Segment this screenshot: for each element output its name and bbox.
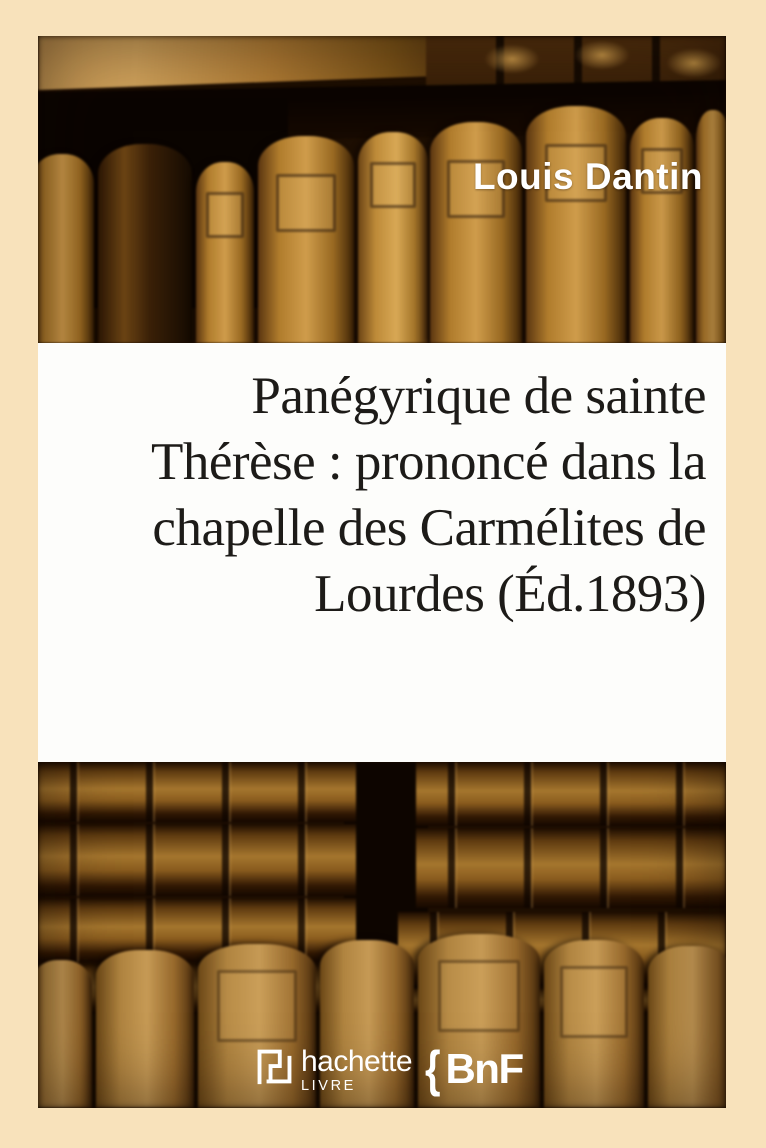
bnf-wordmark: BnF bbox=[445, 1045, 523, 1092]
title-line-4: Lourdes (Éd.1893) bbox=[314, 565, 706, 623]
hachette-wordmark: hachette bbox=[301, 1045, 413, 1078]
book-spine bbox=[630, 118, 694, 343]
title-panel bbox=[38, 343, 726, 762]
bnf-logo bbox=[423, 1041, 523, 1097]
stacked-book bbox=[38, 824, 356, 896]
title-line-1: Panégyrique de sainte bbox=[251, 367, 706, 425]
stacked-book bbox=[38, 762, 356, 822]
book-spine bbox=[544, 940, 644, 1108]
book-spine bbox=[258, 136, 354, 343]
stacked-book bbox=[416, 828, 726, 908]
shelf-edge bbox=[38, 36, 490, 90]
hachette-h-icon bbox=[256, 1048, 293, 1085]
book-spine bbox=[358, 132, 428, 343]
title-line-3: chapelle des Carmélites de bbox=[152, 499, 706, 557]
book-title bbox=[54, 363, 706, 627]
book-spine bbox=[98, 144, 192, 343]
book-spine bbox=[196, 162, 254, 343]
book-spine bbox=[648, 946, 726, 1108]
book-spine bbox=[38, 960, 92, 1108]
stacked-book bbox=[38, 898, 356, 962]
bnf-bracket-icon: { bbox=[424, 1041, 441, 1097]
hachette-livre-label: LIVRE bbox=[301, 1078, 356, 1094]
stacked-book bbox=[416, 762, 726, 826]
author-name: Louis Dantin bbox=[472, 156, 703, 197]
book-spine bbox=[696, 110, 726, 343]
title-line-2: Thérèse : prononcé dans la bbox=[150, 433, 706, 491]
book-spine bbox=[526, 106, 626, 343]
book-spine bbox=[96, 950, 194, 1108]
hachette-livre-logo bbox=[256, 1045, 413, 1094]
book-spine bbox=[38, 154, 94, 343]
